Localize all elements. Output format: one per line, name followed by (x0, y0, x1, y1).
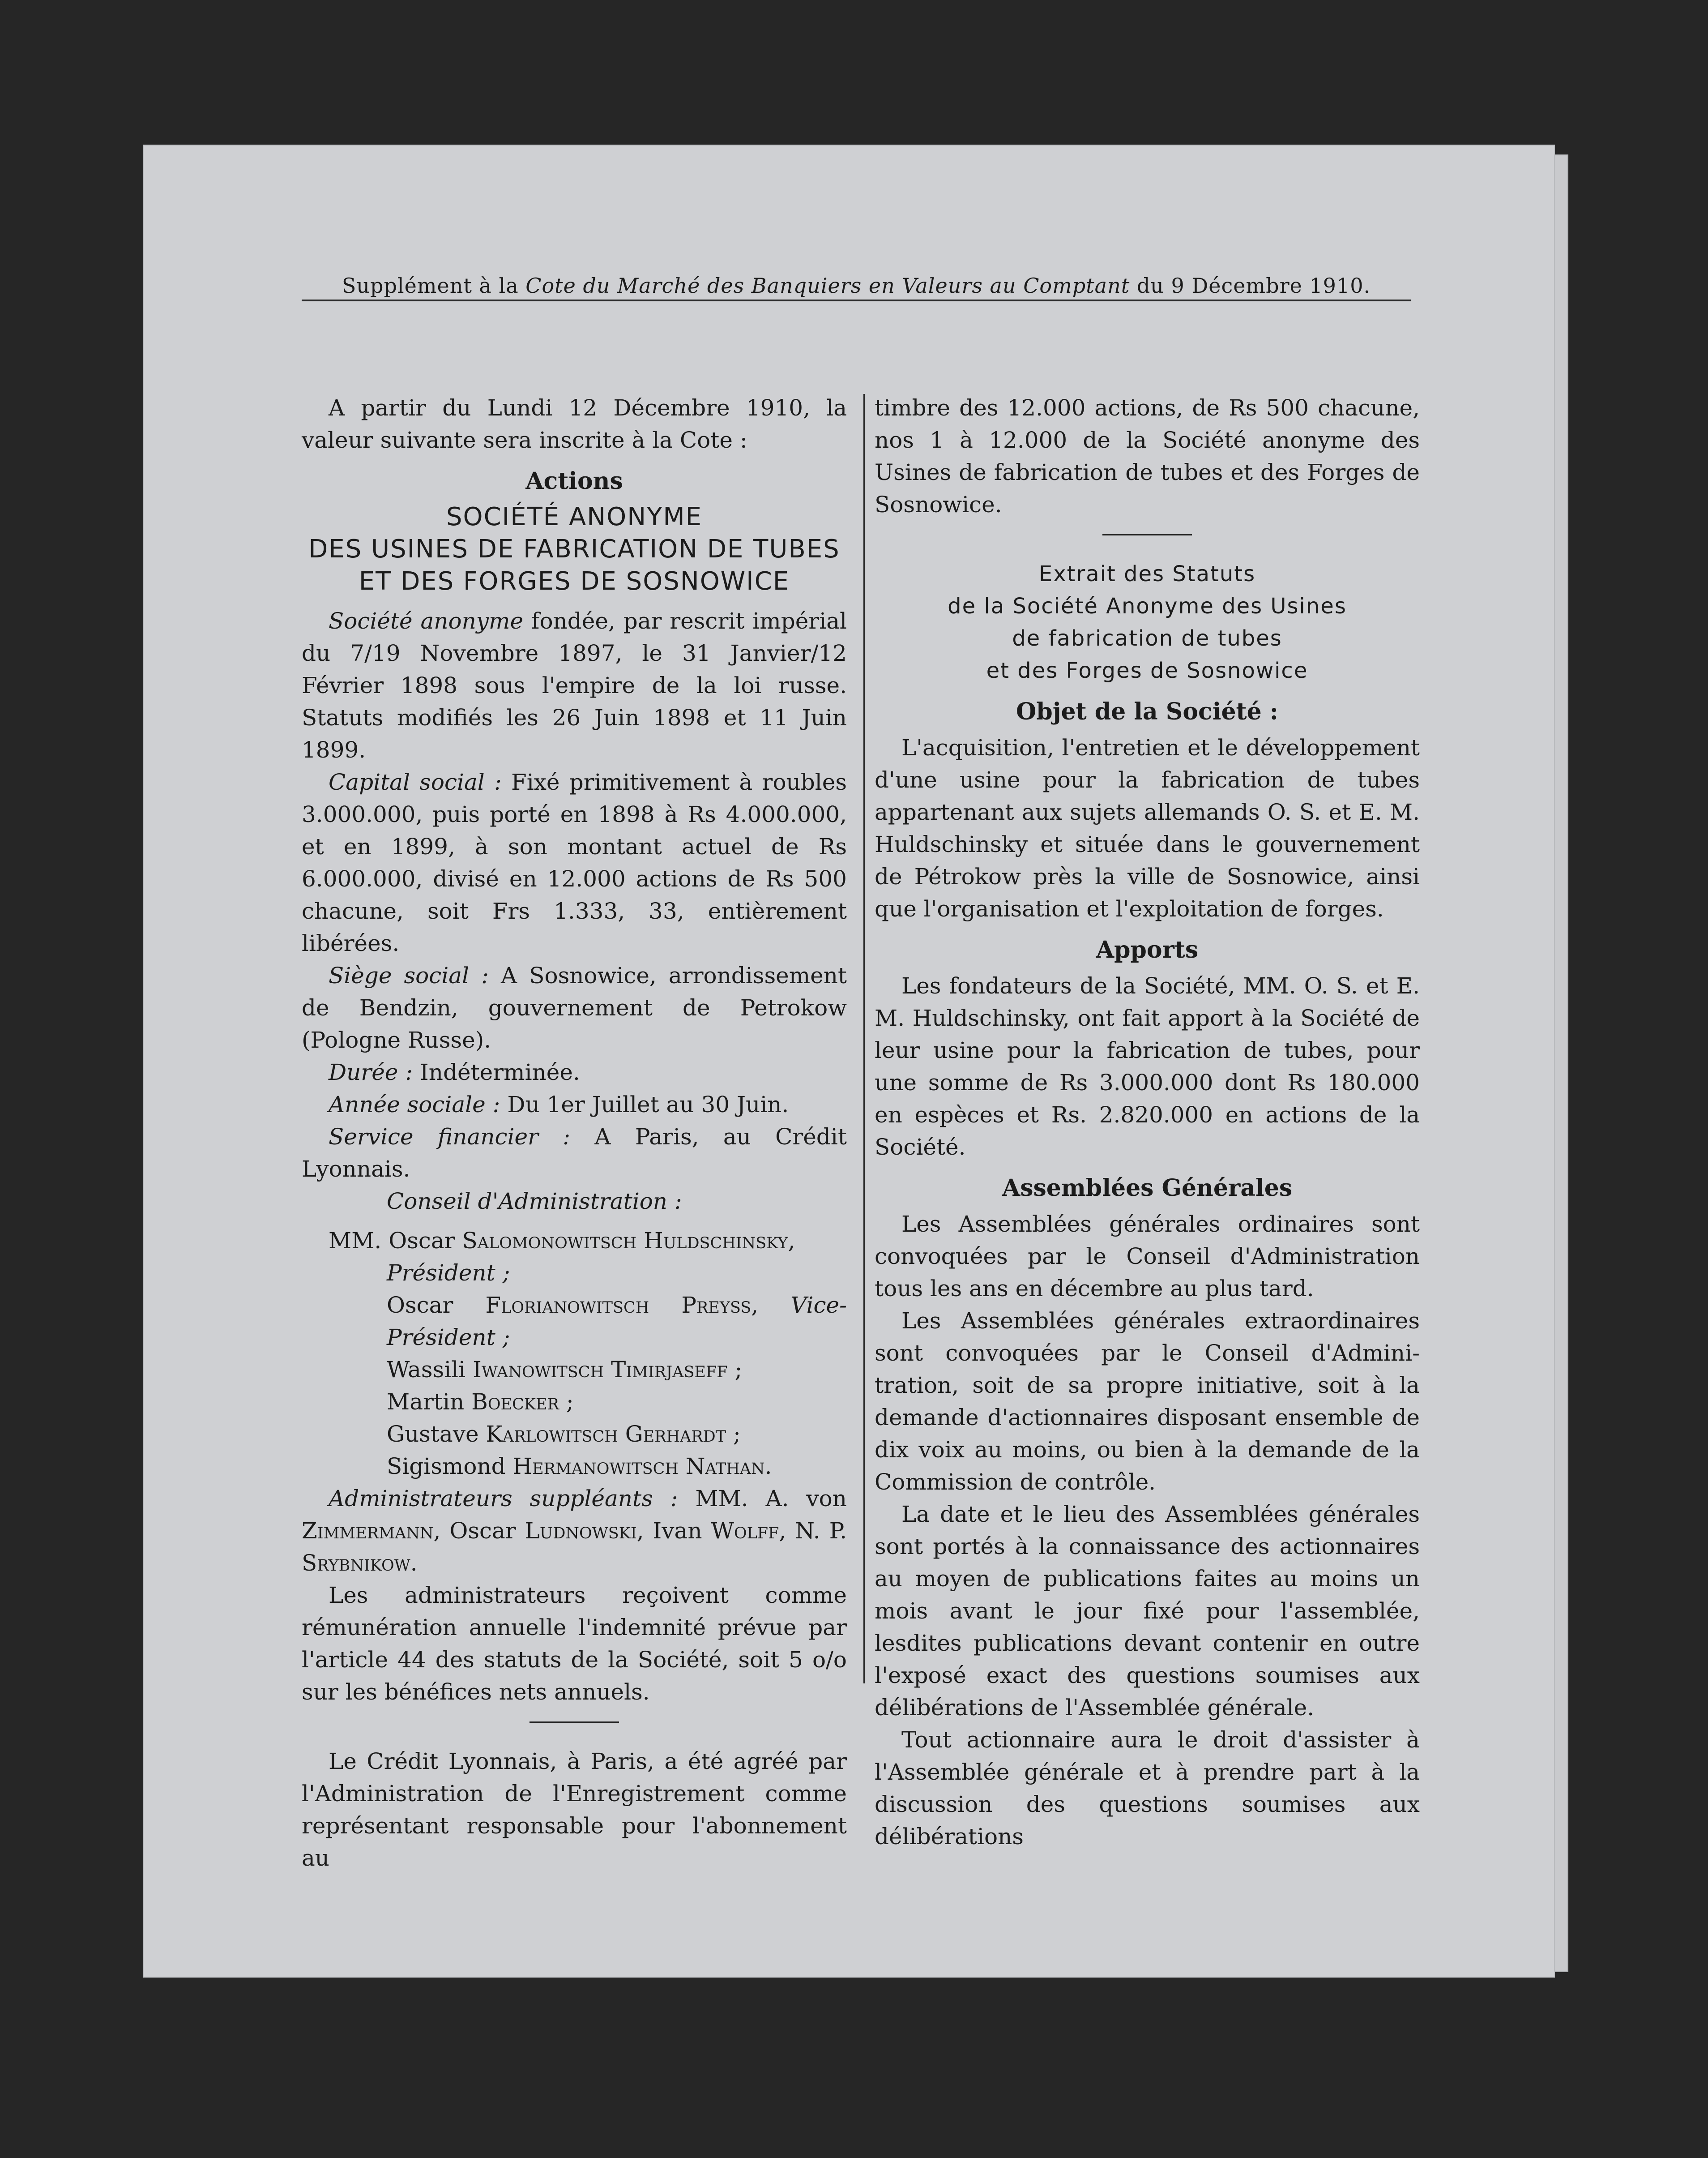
assemblees-paragraph-4: Tout actionnaire aura le droit d'assister à l'Assemblée générale et à prendre part à la discussion des questions soumises aux délibérations (875, 1727, 1420, 1850)
extrait-line-1: Extrait des Statuts (1038, 561, 1256, 587)
left-separator (529, 1721, 619, 1723)
board-member-6: Sigismond Hermanowitsch Nathan. (387, 1453, 772, 1479)
capital-paragraph (302, 766, 847, 959)
extrait-line-3: de fabrication de tubes (1012, 626, 1282, 651)
board-member-4: Martin Boecker ; (387, 1389, 574, 1415)
header-rule (302, 300, 1411, 301)
document-page (144, 146, 1554, 1977)
foundation-paragraph (302, 605, 847, 766)
header-suffix: du 9 Décembre 1910. (1136, 274, 1371, 298)
header-prefix: Supplément à la (342, 274, 519, 298)
column-divider (863, 394, 865, 1683)
annee-paragraph (302, 1088, 847, 1121)
annee-text: Du 1er Juillet au 30 Juin. (500, 1092, 789, 1118)
credit-lyonnais-paragraph: Le Crédit Lyonnais, à Paris, a été agréé par l'Administration de l'Enregistrement comme représentant responsable pour l'abonnement au (302, 1748, 847, 1871)
board-member-3: Wassili Iwanowitsch Timirjaseff ; (387, 1357, 743, 1383)
service-paragraph (302, 1121, 847, 1185)
duree-paragraph (302, 1056, 847, 1088)
capital-text: Fixé primitivement à roubles 3.000.000, puis porté en 1898 à Rs 4.000.000, et en 1899, à son montant actuel de Rs 6.000.000, divisé en 12.000 actions de Rs 500 chacune, soit Frs 1.333, 33, entièrement libérées. (302, 769, 847, 956)
board-member-5: Gustave Karlowitsch Gerhardt ; (387, 1421, 741, 1447)
siege-paragraph (302, 959, 847, 1056)
suppleants-paragraph: Administrateurs suppléants : MM. A. von Zimmermann, Oscar Ludnowski, Ivan Wolff, N. P. Srybnikow. (302, 1486, 847, 1576)
extrait-line-4: et des Forges de Sosnowice (986, 658, 1308, 683)
duree-label: Durée : (329, 1059, 413, 1085)
assemblees-paragraph-2: Les Assemblées générales extraordinaires sont convoquées par le Conseil d'Admini-tration, soit de sa propre initiative, soit à la demande d'actionnaires disposant ensemble de dix voix au moins, ou bien à la demande de la Commission de contrôle. (875, 1308, 1420, 1495)
apports-paragraph: Les fondateurs de la Société, MM. O. S. et E. M. Huldschinsky, ont fait apport à la Société de leur usine pour la fabrication de tubes, pour une somme de Rs 3.000.000 dont Rs 180.000 en espèces et Rs. 2.820.000 en actions de la Société. (875, 973, 1420, 1160)
continuation-paragraph: timbre des 12.000 actions, de Rs 500 chacune, nos 1 à 12.000 de la Société anonyme des Usines de fabrication de tubes et des Forges de Sosnowice. (875, 395, 1420, 518)
left-column (302, 392, 847, 1874)
board-member-1-role: Président ; (387, 1260, 510, 1286)
foundation-label: Société anonyme (329, 608, 524, 634)
duree-text: Indéterminée. (413, 1059, 580, 1085)
board-member-1: MM. Oscar Salomonowitsch Huldschinsky, (329, 1228, 795, 1254)
company-name-line-1: SOCIÉTÉ ANONYME (446, 502, 703, 531)
assemblees-heading: Assemblées Générales (1002, 1174, 1293, 1202)
company-name-line-3: ET DES FORGES DE SOSNOWICE (359, 567, 790, 596)
section-heading-actions: Actions (525, 467, 623, 495)
annee-label: Année sociale : (329, 1092, 500, 1118)
conseil-heading: Conseil d'Administration : (387, 1188, 682, 1214)
objet-heading: Objet de la Société : (1016, 698, 1278, 725)
assemblees-paragraph-1: Les Assemblées générales ordinaires sont convoquées par le Conseil d'Administration tous les ans en décembre au plus tard. (875, 1211, 1420, 1302)
foundation-text: fondée, par rescrit impérial du 7/19 Novembre 1897, le 31 Janvier/12 Février 1898 sous l'empire de la loi russe. Statuts modifiés les 26 Juin 1898 et 11 Juin 1899. (302, 608, 847, 763)
company-name-line-2: DES USINES DE FABRICATION DE TUBES (308, 535, 840, 564)
board-member-2: Oscar Florianowitsch Preyss, Vice-Président ; (387, 1292, 847, 1350)
right-separator (1102, 534, 1192, 535)
service-label: Service financier : (329, 1124, 571, 1150)
siege-label: Siège social : (329, 963, 489, 989)
extrait-line-2: de la Société Anonyme des Usines (948, 594, 1347, 619)
intro-paragraph: A partir du Lundi 12 Décembre 1910, la valeur suivante sera inscrite à la Cote : (302, 395, 847, 453)
apports-heading: Apports (1096, 936, 1199, 963)
service-text: A Paris, au Crédit Lyonnais. (302, 1124, 847, 1182)
objet-paragraph: L'acquisition, l'entretien et le développement d'une usine pour la fabrication de tubes appartenant aux sujets allemands O. S. et E. M. Huldschinsky et située dans le gouvernement de Pétrokow près la ville de Sosnowice, ainsi que l'organisation et l'exploitation de forges. (875, 735, 1420, 922)
page-header (302, 262, 1411, 298)
header-title: Cote du Marché des Banquiers en Valeurs au Comptant (525, 274, 1130, 298)
remuneration-paragraph: Les administrateurs reçoivent comme rémunération annuelle l'indemnité prévue par l'article 44 des statuts de la Société, soit 5 o/o sur les bénéfices nets annuels. (302, 1582, 847, 1705)
siege-text: A Sosnowice, arrondissement de Bendzin, gouvernement de Petrokow (Pologne Russe). (302, 963, 847, 1053)
assemblees-paragraph-3: La date et le lieu des Assemblées générales sont portés à la connaissance des actionnaires au moyen de publications faites au moins un mois avant le jour fixé pour l'assemblée, lesdites publications devant contenir en outre l'exposé exact des questions soumises aux délibérations de l'Assemblée générale. (875, 1501, 1420, 1721)
right-column (875, 392, 1420, 1853)
capital-label: Capital social : (329, 769, 502, 795)
